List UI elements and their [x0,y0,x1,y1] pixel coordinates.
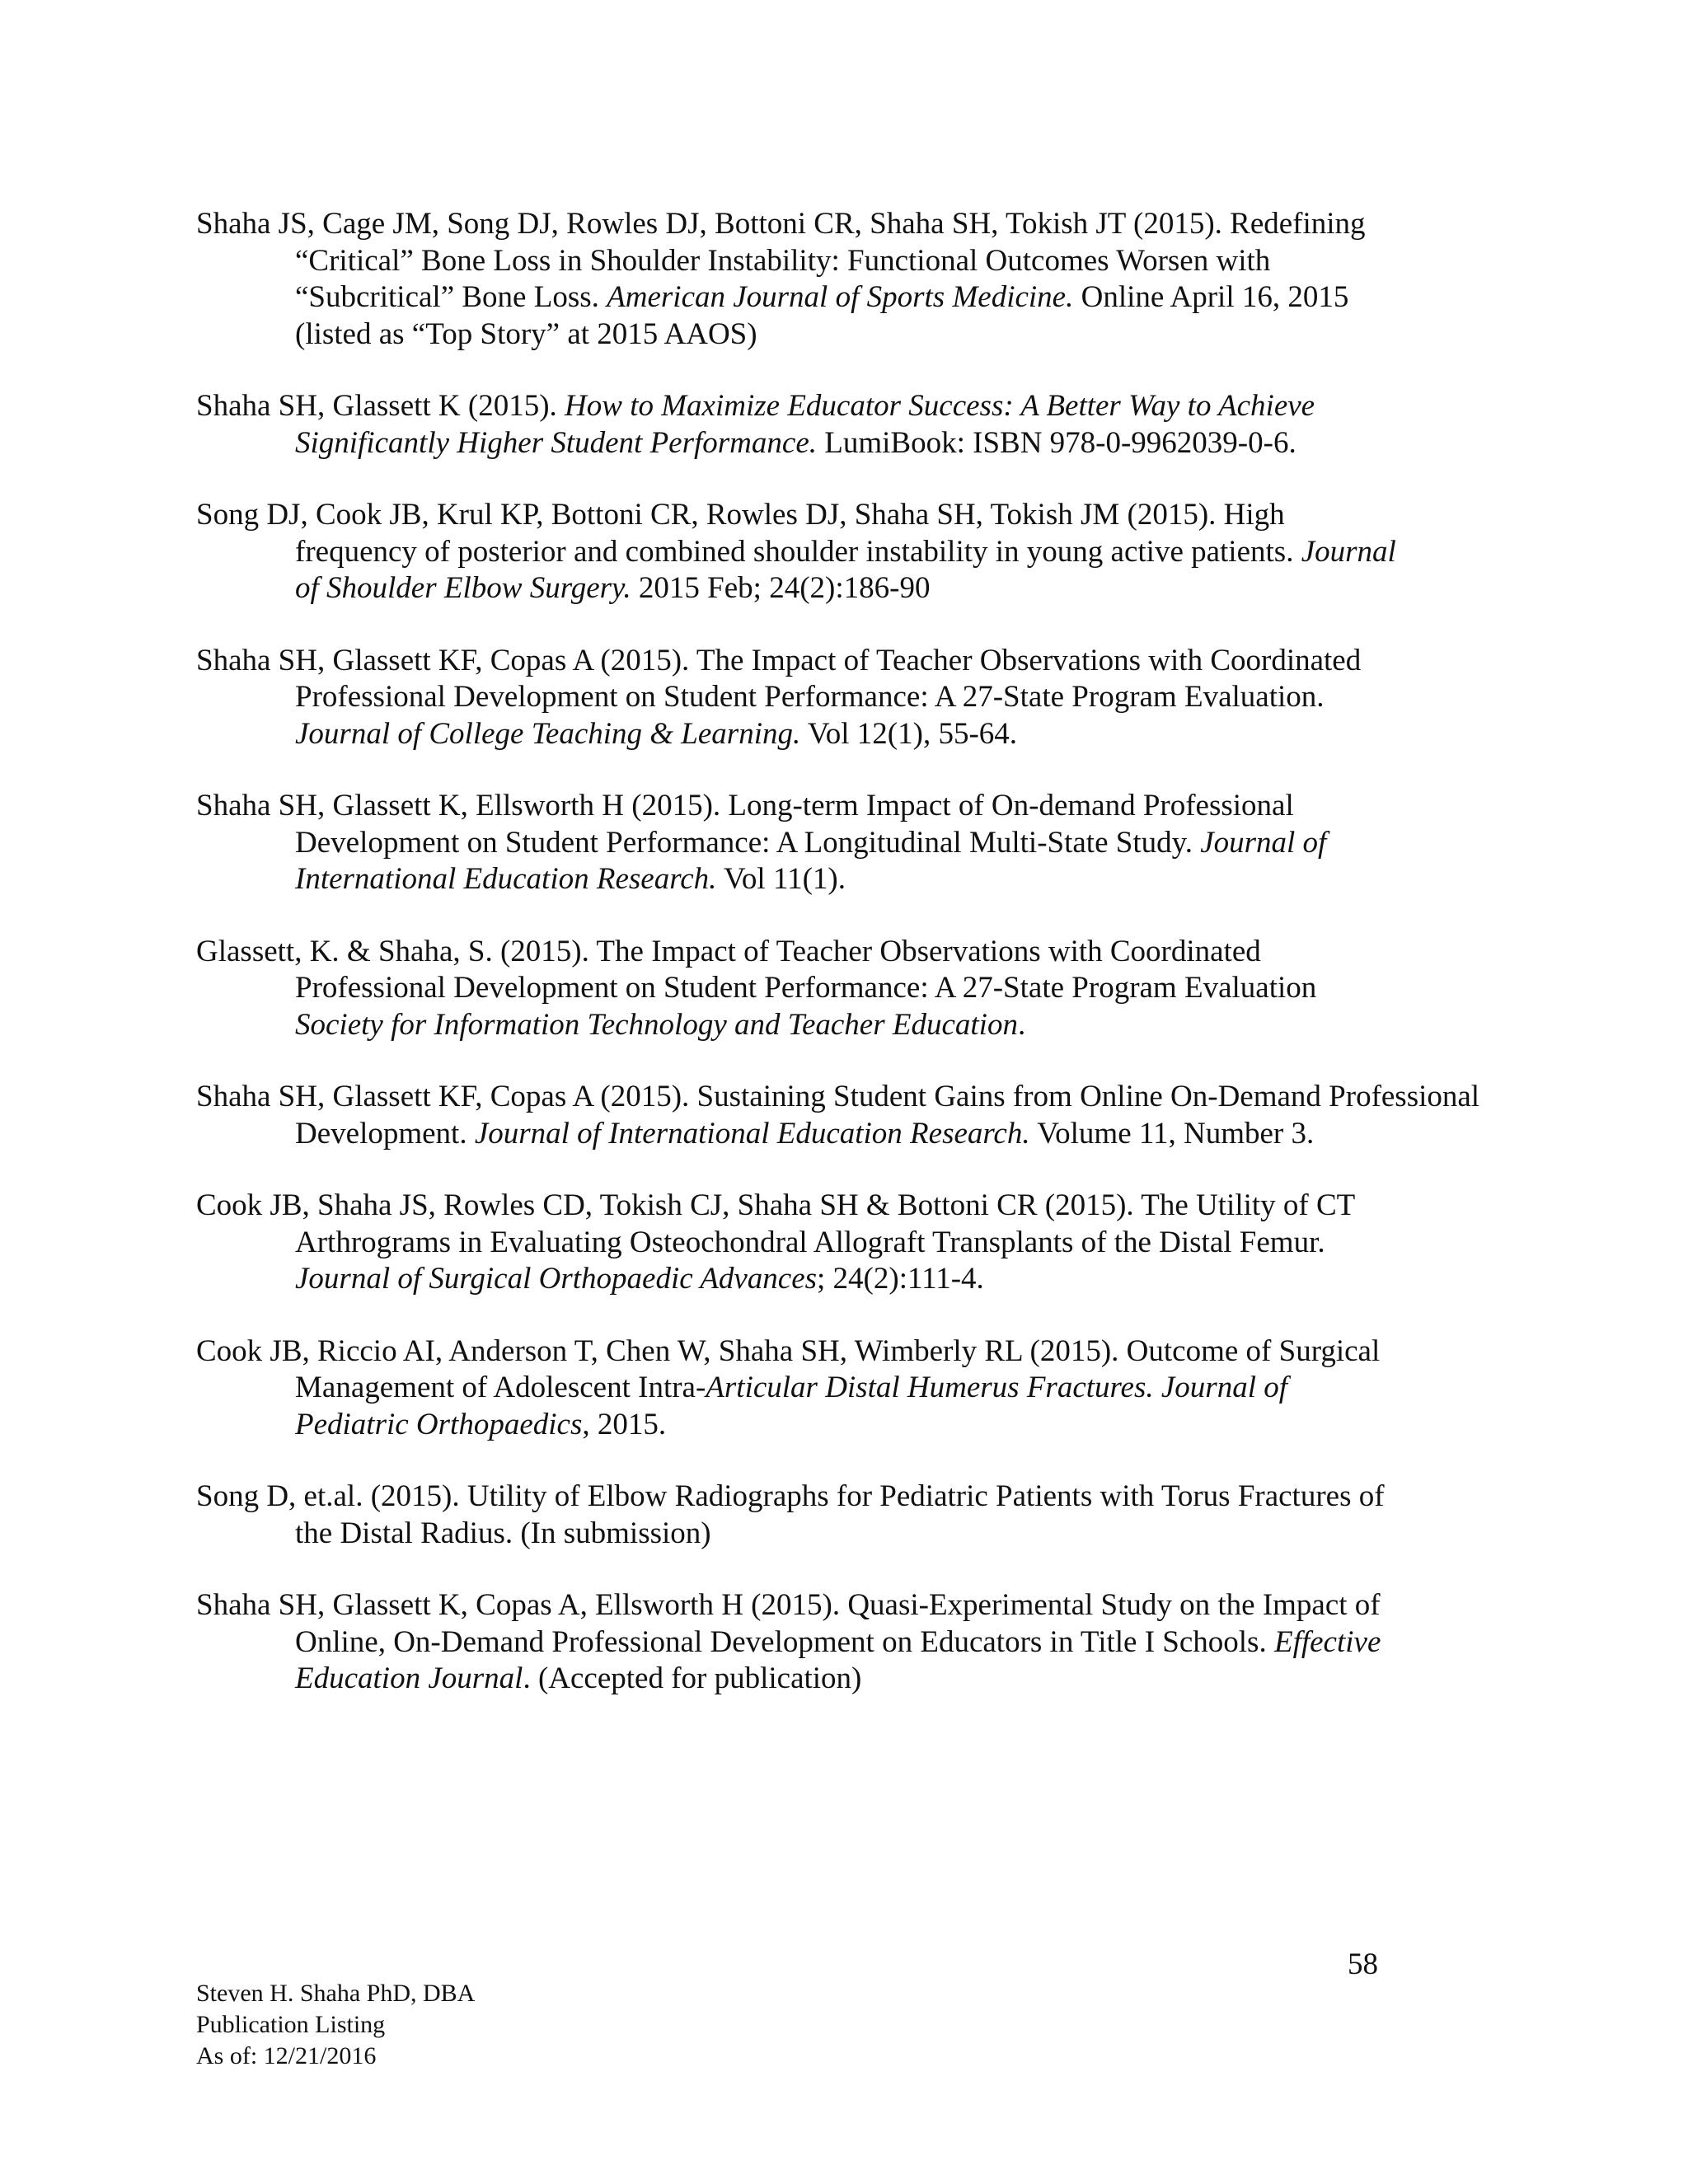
entry-text: ; 24(2):111-4. [817,1262,984,1296]
italic-text: American Journal of Sports Medicine. [607,280,1074,314]
entry-line [196,1479,1614,1516]
entry-line [196,1587,1614,1624]
publication-list [196,206,1614,1733]
publication-entry [196,1333,1614,1444]
publication-entry [196,497,1614,607]
entry-line [196,1188,1614,1225]
entry-line [196,788,1614,825]
entry-line [295,679,1614,716]
entry-line [295,1116,1614,1153]
entry-line [295,970,1614,1007]
entry-line [295,825,1614,862]
footer [196,1978,475,2072]
publication-entry [196,1479,1614,1552]
publication-entry [196,788,1614,898]
entry-line [295,1007,1614,1044]
entry-text: Volume 11, Number 3. [1029,1116,1315,1151]
publication-entry [196,1079,1614,1152]
entry-text: Management of Adolescent Intra- [295,1371,706,1404]
entry-line [295,861,1614,898]
entry-text: Online, On-Demand Professional Development on Educators in Title I Schools. [295,1624,1274,1659]
entry-line [196,1079,1614,1116]
entry-line [295,316,1614,354]
entry-text: the Distal Radius. (In submission) [295,1516,711,1550]
italic-text: Journal of International Education Research. [474,1116,1030,1151]
footer-date: As of: 12/21/2016 [196,2042,377,2069]
entry-line [295,716,1614,753]
entry-line [295,1225,1614,1262]
entry-text: Cook JB, Shaha JS, Rowles CD, Tokish CJ, Shaha SH & Bottoni CR (2015). The Utility of CT [196,1188,1356,1222]
entry-line [295,534,1614,571]
entry-text: Shaha SH, Glassett K, Ellsworth H (2015). Long-term Impact of On-demand Professional [196,789,1294,823]
entry-text: Song DJ, Cook JB, Krul KP, Bottoni CR, Rowles DJ, Shaha SH, Tokish JM (2015). High [196,498,1285,532]
entry-line [295,1407,1614,1444]
footer-title: Publication Listing [196,2011,386,2038]
entry-text: “Subcritical” Bone Loss. [295,280,607,314]
entry-text: Professional Development on Student Performance: A 27-State Program Evaluation. [295,680,1325,714]
entry-text: . [1017,1007,1026,1042]
italic-text: Education Journal [295,1661,523,1695]
entry-text: , 2015. [582,1407,667,1441]
italic-text: Significantly Higher Student Performance. [295,425,817,460]
entry-line [196,497,1614,534]
entry-text: Vol 12(1), 55-64. [800,716,1018,751]
entry-text: Professional Development on Student Performance: A 27-State Program Evaluation [295,971,1317,1005]
entry-text: Shaha SH, Glassett K, Copas A, Ellsworth H (2015). Quasi-Experimental Study on the Impact of [196,1588,1381,1622]
entry-line [295,1661,1614,1698]
entry-text: Glassett, K. & Shaha, S. (2015). The Impact of Teacher Observations with Coordinated [196,934,1261,968]
italic-text: Effective [1273,1624,1381,1659]
entry-text: . (Accepted for publication) [523,1661,862,1695]
entry-line [295,570,1614,607]
entry-text: Shaha JS, Cage JM, Song DJ, Rowles DJ, Bottoni CR, Shaha SH, Tokish JT (2015). Redefining [196,207,1366,241]
entry-line [295,243,1614,280]
entry-text: “Critical” Bone Loss in Shoulder Instability: Functional Outcomes Worsen with [295,243,1271,278]
italic-text: How to Maximize Educator Success: A Better Way to Achieve [565,389,1315,423]
publication-entry [196,934,1614,1044]
entry-line [295,1516,1614,1553]
entry-line [295,279,1614,316]
entry-text: LumiBook: ISBN 978-0-9962039-0-6. [817,425,1296,460]
entry-line [196,1333,1614,1371]
publication-entry [196,1587,1614,1698]
entry-text: Online April 16, 2015 [1073,280,1349,314]
italic-text: Journal of [1200,825,1327,860]
publication-entry [196,1188,1614,1298]
page-number: 58 [1348,1947,1378,1981]
entry-text: Shaha SH, Glassett KF, Copas A (2015). Sustaining Student Gains from Online On-Demand Professional [196,1080,1480,1113]
publication-entry [196,206,1614,353]
entry-text: (listed as “Top Story” at 2015 AAOS) [295,316,757,351]
entry-line [295,425,1614,462]
entry-line [196,206,1614,243]
publication-entry [196,643,1614,753]
italic-text: of Shoulder Elbow Surgery. [295,571,631,605]
footer-author: Steven H. Shaha PhD, DBA [196,1980,476,2007]
entry-text: 2015 Feb; 24(2):186-90 [631,571,931,605]
entry-text: Development on Student Performance: A Longitudinal Multi-State Study. [295,825,1201,860]
entry-line [295,1624,1614,1661]
entry-line [196,388,1614,425]
entry-line [295,1370,1614,1407]
entry-text: Cook JB, Riccio AI, Anderson T, Chen W, Shaha SH, Wimberly RL (2015). Outcome of Surgical [196,1333,1381,1368]
entry-text: Shaha SH, Glassett K (2015). [196,389,565,423]
entry-text: Vol 11(1). [716,862,846,896]
italic-text: Journal of Surgical Orthopaedic Advances [295,1262,818,1296]
italic-text: Journal of College Teaching & Learning. [295,716,801,751]
entry-line [295,1261,1614,1298]
entry-text: Shaha SH, Glassett KF, Copas A (2015). The Impact of Teacher Observations with Coordinated [196,643,1362,677]
entry-line [196,934,1614,971]
entry-text: Song D, et.al. (2015). Utility of Elbow Radiographs for Pediatric Patients with Torus Fractures of [196,1479,1385,1513]
entry-text: Arthrograms in Evaluating Osteochondral Allograft Transplants of the Distal Femur. [295,1225,1325,1259]
italic-text: International Education Research. [295,862,717,896]
entry-line [196,643,1614,680]
italic-text: Articular Distal Humerus Fractures. Journal of [706,1371,1288,1404]
entry-text: Development. [295,1116,475,1151]
italic-text: Society for Information Technology and Teacher Education [295,1007,1018,1042]
italic-text: Journal [1301,534,1396,569]
entry-text: frequency of posterior and combined shoulder instability in young active patients. [295,534,1301,569]
italic-text: Pediatric Orthopaedics [295,1407,583,1441]
publication-entry [196,388,1614,462]
